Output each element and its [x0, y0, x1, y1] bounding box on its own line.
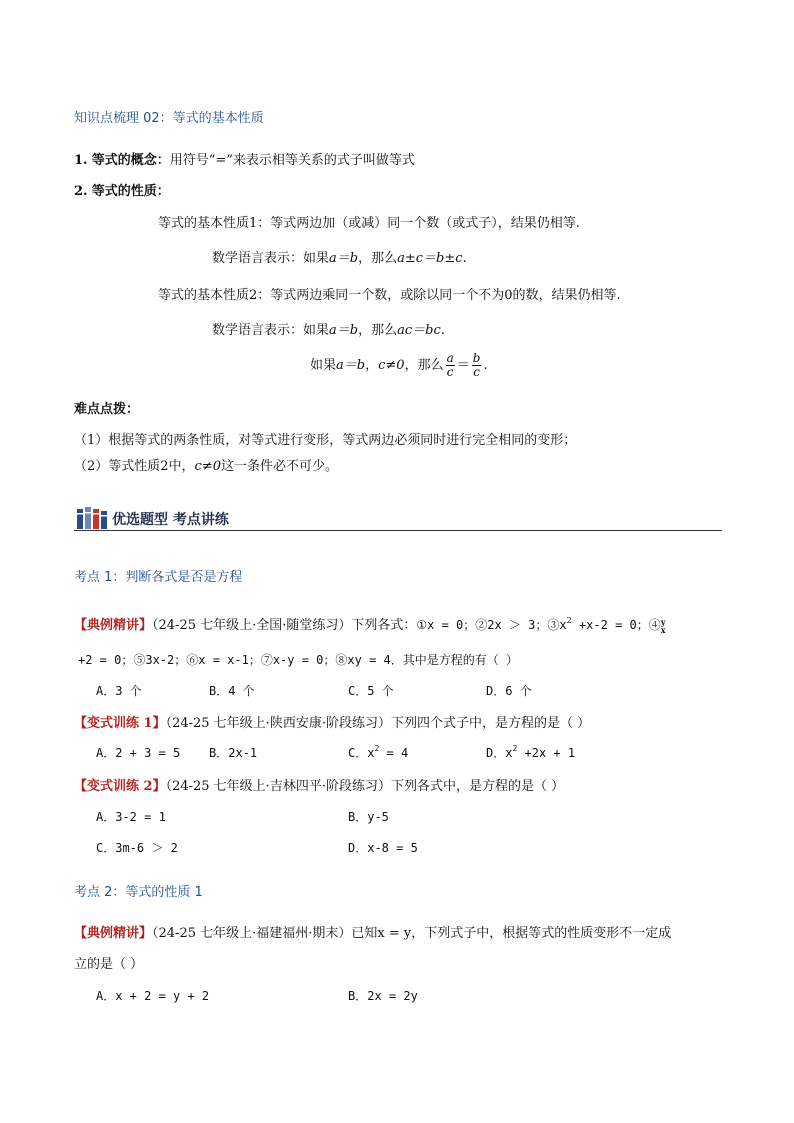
div-condition-2: c≠0 — [378, 358, 405, 373]
section-heading: 知识点梳理 02：等式的基本性质 — [74, 111, 264, 126]
p2-condition: a＝b — [329, 323, 359, 338]
tips-title: 难点点拨： — [74, 402, 140, 417]
topic-1-title: 考点 1：判断各式是否是方程 — [74, 570, 243, 585]
q1-option-d[interactable]: D．6 个 — [486, 684, 532, 698]
tips-item-2-math: c≠0 — [194, 459, 221, 474]
q1-expr-2: ②2x ＞ 3； — [475, 618, 548, 632]
q3-line — [74, 775, 564, 794]
q1-tag: 【典例精讲】 — [74, 618, 153, 633]
topic-2-title: 考点 2：等式的性质 1 — [74, 885, 203, 900]
property-1-text: 等式的基本性质1：等式两边加（或减）同一个数（或式子），结果仍相等. — [158, 216, 580, 231]
p1-result: a±c＝b±c — [397, 251, 463, 266]
q4-line-1 — [74, 922, 671, 941]
q1-expr-4: ④ — [648, 618, 661, 632]
p2-end: . — [440, 323, 445, 338]
property-number: 2. — [74, 184, 88, 199]
q2-line — [74, 712, 590, 731]
q1-source: （24-25 七年级上·全国·随堂练习）下列各式： — [152, 618, 417, 633]
q3-option-a[interactable]: A．3-2 = 1 — [96, 810, 166, 824]
fraction-a-over-c: $\frac{a}{c}$ — [446, 351, 454, 379]
q1-line-1 — [74, 614, 666, 634]
q1-expr-3-sup: 2 — [566, 616, 572, 625]
tips-item-2 — [74, 455, 338, 474]
section-banner — [74, 505, 722, 531]
q2-source: （24-25 七年级上·陕西安康·阶段练习）下列四个式子中，是方程的是（ ） — [165, 716, 591, 731]
q3-source: （24-25 七年级上·吉林四平·阶段练习）下列各式中，是方程的是（ ） — [165, 779, 565, 794]
banner-title: 优选题型 考点讲练 — [112, 512, 229, 528]
q4-tag: 【典例精讲】 — [74, 926, 153, 941]
property-2-math — [212, 319, 445, 338]
definition-title: 等式的概念： — [91, 153, 170, 168]
books-icon — [76, 506, 108, 530]
q1-fraction-y-over-x: y x — [660, 616, 666, 635]
div-sep: ， — [365, 358, 379, 373]
q2-option-b[interactable]: B．2x-1 — [209, 746, 258, 760]
q4-line-2: 立的是（ ） — [74, 957, 144, 972]
p1-prefix: 数学语言表示：如果 — [212, 251, 330, 266]
p2-mid: ，那么 — [358, 323, 398, 338]
p1-condition: a＝b — [329, 251, 359, 266]
div-mid: ，那么 — [404, 358, 444, 373]
q1-expr-3b: +x-2 = 0； — [571, 618, 649, 632]
q2-option-d[interactable]: D．$x^2 +2x + 1$ — [486, 744, 576, 760]
p1-mid: ，那么 — [358, 251, 398, 266]
property-title: 等式的性质： — [91, 184, 170, 199]
div-end: . — [483, 358, 488, 373]
q1-line-2: +2 = 0；⑤3x-2；⑥x = x-1；⑦x-y = 0；⑧xy = 4．其中是方程的有（ ） — [78, 653, 518, 667]
q2-option-c[interactable]: C．$x^2 = 4$ — [348, 744, 409, 760]
definition-line — [74, 149, 415, 168]
q2-tag: 【变式训练 1】 — [74, 716, 166, 731]
fraction-b-over-c: $\frac{b}{c}$ — [472, 351, 481, 379]
q3-tag: 【变式训练 2】 — [74, 779, 166, 794]
div-prefix: 如果 — [310, 358, 337, 373]
div-equals: ＝ — [456, 358, 470, 373]
q4-option-a[interactable]: A．x + 2 = y + 2 — [96, 989, 210, 1003]
q2-option-a[interactable]: A．2 + 3 = 5 — [96, 746, 181, 760]
definition-number: 1. — [74, 153, 88, 168]
q3-option-c[interactable]: C．3m-6 ＞ 2 — [96, 841, 178, 855]
property-1-math — [212, 247, 467, 266]
q1-expr-1: ①x = 0； — [416, 618, 476, 632]
tips-item-1: （1）根据等式的两条性质，对等式进行变形，等式两边必须同时进行完全相同的变形； — [74, 433, 577, 448]
definition-text: 用符号“=”来表示相等关系的式子叫做等式 — [169, 153, 415, 168]
banner-underline — [74, 530, 722, 532]
q3-option-b[interactable]: B．y-5 — [348, 810, 389, 824]
property-2-text: 等式的基本性质2：等式两边乘同一个数，或除以同一个不为0的数，结果仍相等. — [158, 288, 621, 303]
q3-option-d[interactable]: D．x-8 = 5 — [348, 841, 418, 855]
q4-option-b[interactable]: B．2x = 2y — [348, 989, 418, 1003]
q1-expr-3a: ③x — [547, 618, 567, 632]
p2-prefix: 数学语言表示：如果 — [212, 323, 330, 338]
q1-option-a[interactable]: A．3 个 — [96, 684, 142, 698]
tips-item-2-a: （2）等式性质2中， — [74, 459, 195, 474]
div-condition-1: a＝b — [336, 358, 366, 373]
p2-result: ac＝bc — [397, 323, 441, 338]
property-2-division — [310, 352, 488, 379]
q1-option-c[interactable]: C．5 个 — [348, 684, 394, 698]
tips-item-2-b: 这一条件必不可少。 — [221, 459, 339, 474]
p1-end: . — [462, 251, 467, 266]
q4-source: （24-25 七年级上·福建福州·期末）已知x = y，下列式子中，根据等式的性质变形不一定成 — [152, 926, 672, 941]
property-heading — [74, 180, 170, 199]
q1-option-b[interactable]: B．4 个 — [209, 684, 255, 698]
